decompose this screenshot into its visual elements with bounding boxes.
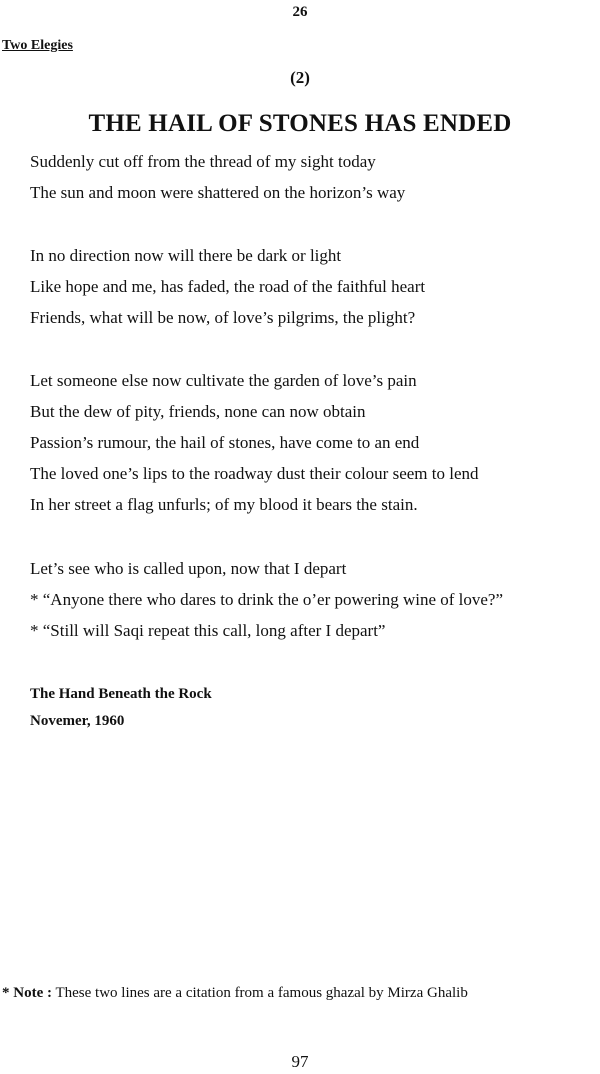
poem-line: Friends, what will be now, of love’s pilgrims, the plight? — [30, 308, 416, 327]
poem-line: The loved one’s lips to the roadway dust their colour seem to lend — [30, 464, 479, 483]
poem-line: In no direction now will there be dark or light — [30, 246, 342, 265]
footnote-label: * Note : — [2, 985, 52, 1001]
poem-line: Like hope and me, has faded, the road of the faithful heart — [30, 277, 426, 296]
stanza-4 — [30, 553, 600, 646]
poem-line: Let someone else now cultivate the garden of love’s pain — [30, 371, 417, 390]
stanza-3 — [30, 365, 600, 520]
poem-line: But the dew of pity, friends, none can now obtain — [30, 402, 366, 421]
poem-line: In her street a flag unfurls; of my blood it bears the stain. — [30, 495, 418, 514]
poem-number: (2) — [290, 68, 310, 87]
poem-title: THE HAIL OF STONES HAS ENDED — [88, 110, 512, 137]
stanza-1 — [30, 146, 600, 208]
footnote-text: These two lines are a citation from a famous ghazal by Mirza Ghalib — [51, 985, 468, 1001]
poem-line: * “Still will Saqi repeat this call, long after I depart” — [30, 621, 386, 640]
stanza-2 — [30, 240, 600, 333]
section-title: Two Elegies — [2, 38, 73, 53]
poem-line: Passion’s rumour, the hail of stones, have come to an end — [30, 433, 420, 452]
source-book-title: The Hand Beneath the Rock — [30, 686, 212, 702]
poem-line: * “Anyone there who dares to drink the o’er powering wine of love?” — [30, 590, 504, 609]
bottom-page-number: 97 — [291, 1052, 309, 1071]
source-date: Novemer, 1960 — [30, 713, 125, 729]
poem-source — [30, 681, 212, 735]
top-page-number: 26 — [292, 4, 308, 20]
poem-line: Suddenly cut off from the thread of my sight today — [30, 152, 376, 171]
poem-line: The sun and moon were shattered on the horizon’s way — [30, 183, 406, 202]
poem-line: Let’s see who is called upon, now that I depart — [30, 559, 347, 578]
footnote — [2, 985, 468, 1002]
